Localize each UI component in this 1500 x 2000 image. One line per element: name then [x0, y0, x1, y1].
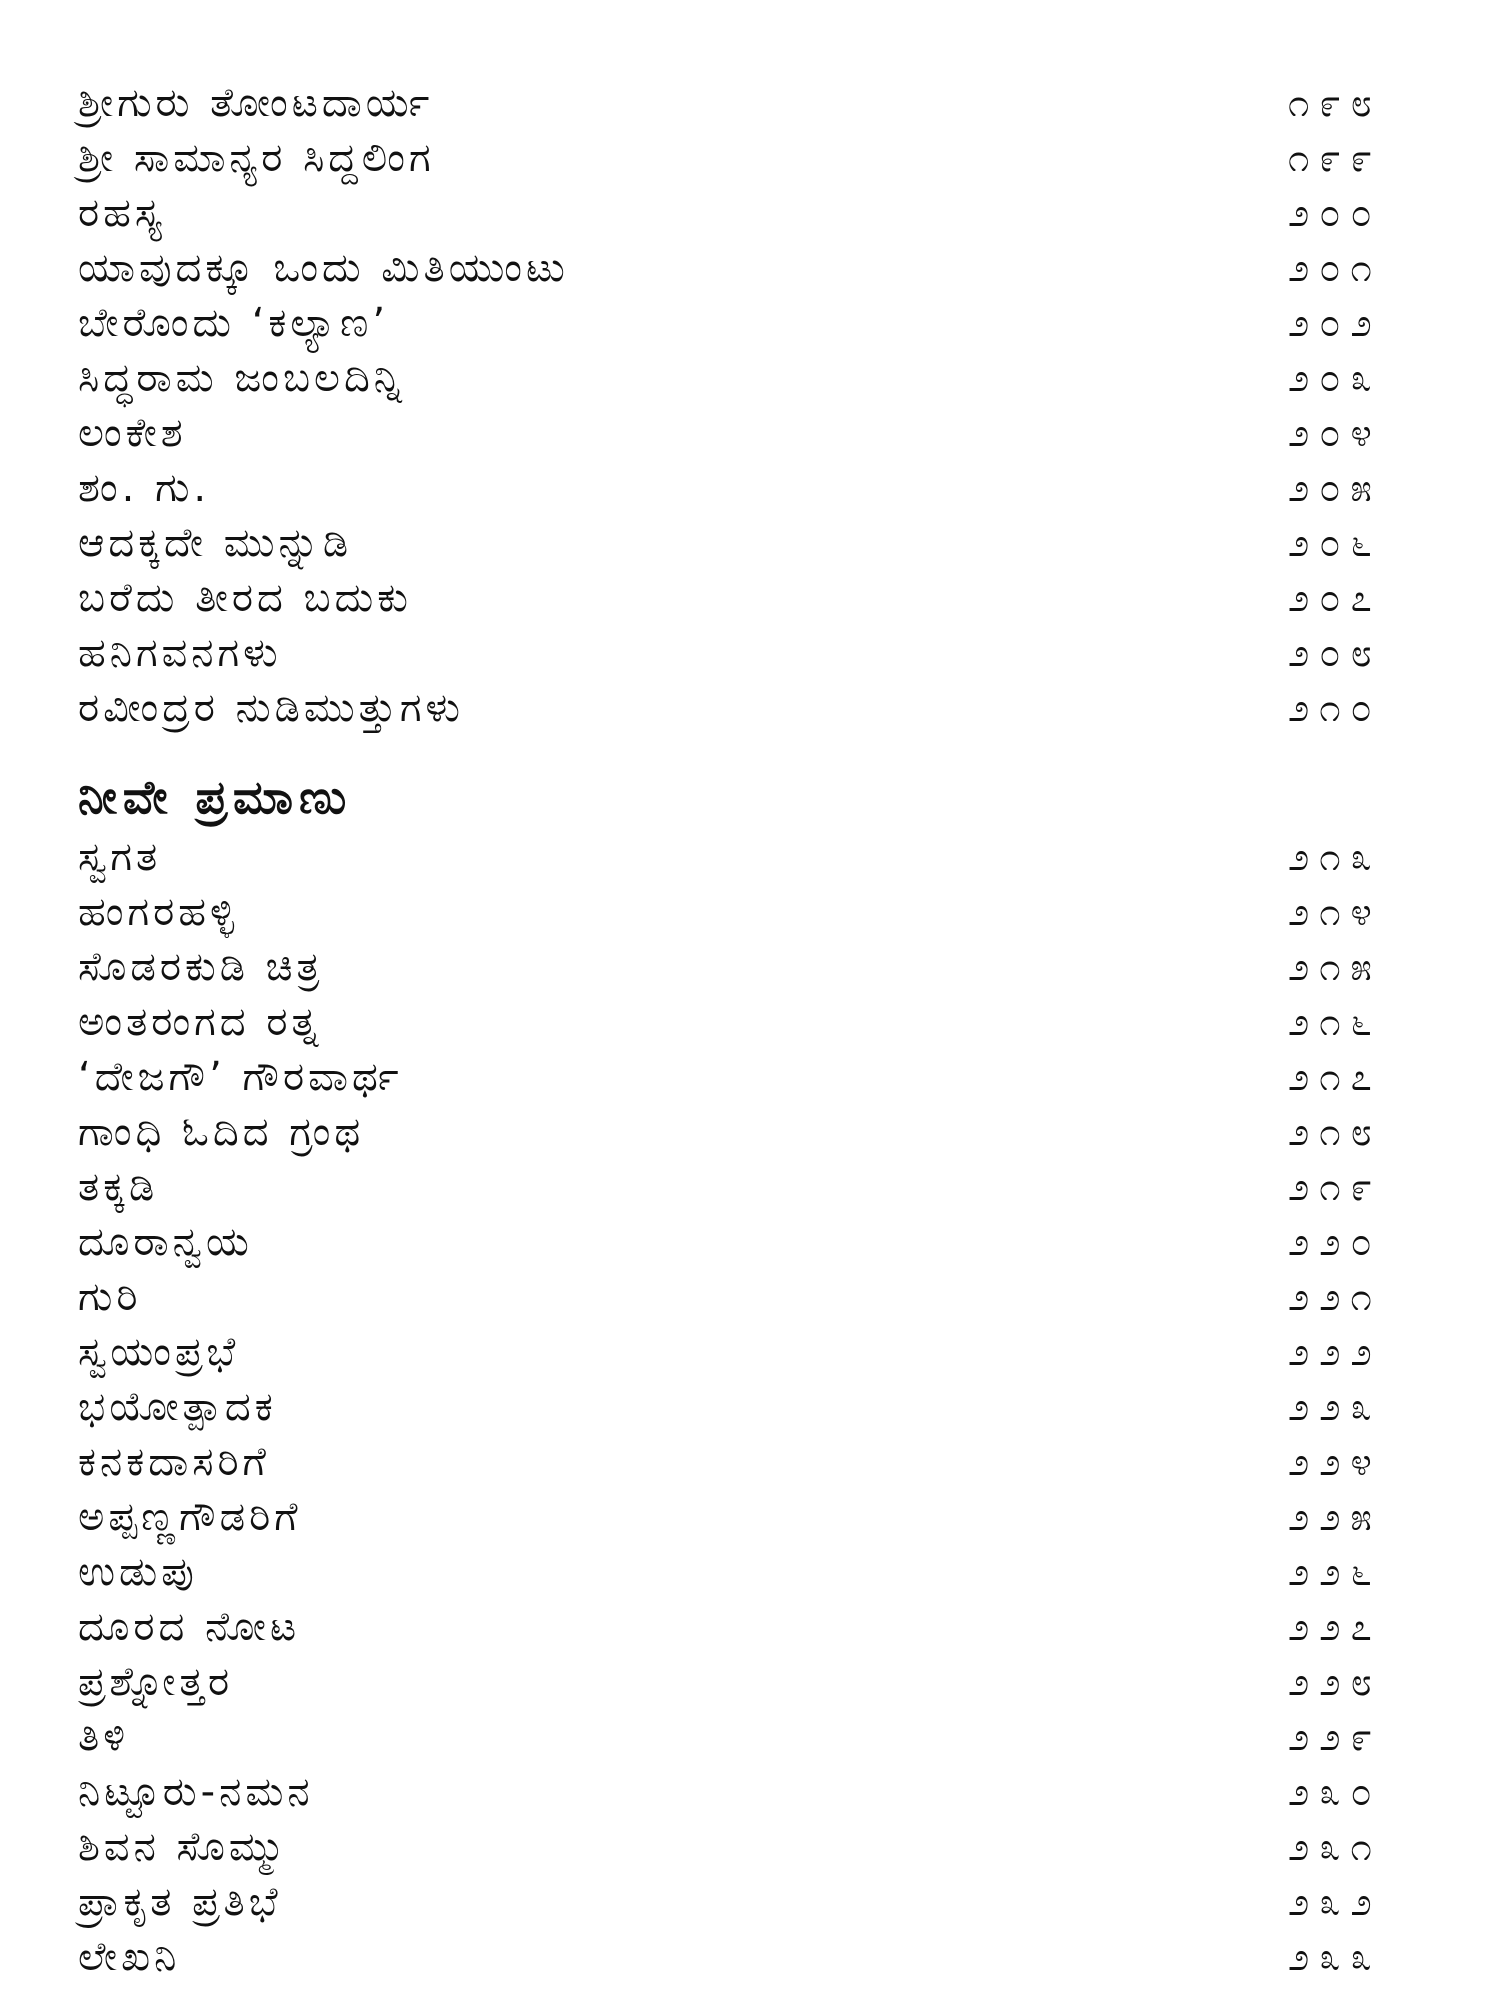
- toc-entry-page: ೨೧೮: [1288, 1110, 1382, 1154]
- toc-entry-title: ದೂರಾನ್ವಯ: [78, 1219, 253, 1265]
- toc-section-1: [78, 76, 1458, 736]
- toc-entry-page: ೨೨೧: [1288, 1275, 1382, 1319]
- toc-entry-title: ರವೀಂದ್ರರ ನುಡಿಮುತ್ತುಗಳು: [78, 685, 464, 731]
- toc-entry-page: ೨೨೭: [1288, 1605, 1382, 1649]
- toc-entry-page: ೨೦೭: [1288, 576, 1382, 620]
- toc-entry-title: ಸ್ವಯಂಪ್ರಭೆ: [78, 1329, 240, 1375]
- toc-row: [78, 1545, 1458, 1600]
- toc-entry-page: ೨೨೦: [1288, 1220, 1382, 1264]
- toc-entry-page: ೨೧೭: [1288, 1055, 1382, 1099]
- toc-entry-page: ೨೦೮: [1288, 631, 1382, 675]
- toc-row: [78, 1655, 1458, 1710]
- toc-row: [78, 516, 1458, 571]
- toc-entry-title: ಸ್ವಗತ: [78, 834, 162, 880]
- toc-row: [78, 406, 1458, 461]
- toc-entry-page: ೨೨೫: [1288, 1495, 1382, 1539]
- toc-row: [78, 1270, 1458, 1325]
- toc-row: [78, 885, 1458, 940]
- toc-row: [78, 1325, 1458, 1380]
- toc-entry-title: ನಿಟ್ಟೂರು-ನಮನ: [78, 1769, 314, 1815]
- toc-entry-title: ಶ್ರೀಗುರು ತೋಂಟದಾರ್ಯ: [78, 80, 434, 126]
- toc-entry-page: ೨೦೪: [1288, 411, 1382, 455]
- toc-row: [78, 296, 1458, 351]
- toc-row: [78, 1435, 1458, 1490]
- toc-entry-title: ‘ದೇಜಗೌ’ ಗೌರವಾರ್ಥ: [78, 1054, 403, 1100]
- toc-entry-title: ಶ್ರೀ ಸಾಮಾನ್ಯರ ಸಿದ್ದಲಿಂಗ: [78, 135, 435, 181]
- toc-row: [78, 1490, 1458, 1545]
- toc-entry-title: ಅಪ್ಪಣ್ಣಗೌಡರಿಗೆ: [78, 1494, 302, 1540]
- toc-entry-page: ೨೦೬: [1288, 521, 1382, 565]
- toc-entry-title: ಲೇಖನಿ: [78, 1934, 181, 1980]
- toc-entry-page: ೨೧೬: [1288, 1000, 1382, 1044]
- toc-row: [78, 1105, 1458, 1160]
- toc-row: [78, 1820, 1458, 1875]
- toc-row: [78, 1930, 1458, 1985]
- toc-entry-title: ಯಾವುದಕ್ಕೂ ಒಂದು ಮಿತಿಯುಂಟು: [78, 245, 569, 291]
- toc-row: [78, 241, 1458, 296]
- toc-entry-page: ೨೨೪: [1288, 1440, 1382, 1484]
- toc-row: [78, 1160, 1458, 1215]
- section-heading: ನೀವೇ ಪ್ರಮಾಣು: [78, 770, 353, 824]
- toc-entry-title: ರಹಸ್ಯ: [78, 190, 166, 236]
- toc-entry-title: ಕನಕದಾಸರಿಗೆ: [78, 1439, 270, 1485]
- toc-entry-page: ೨೨೬: [1288, 1550, 1382, 1594]
- toc-entry-page: ೨೦೫: [1288, 466, 1382, 510]
- toc-entry-page: ೨೦೩: [1288, 356, 1382, 400]
- toc-row: [78, 626, 1458, 681]
- toc-entry-title: ದೂರದ ನೋಟ: [78, 1604, 301, 1650]
- toc-entry-page: ೨೦೨: [1288, 301, 1382, 345]
- toc-row: [78, 1765, 1458, 1820]
- toc-entry-page: ೨೧೯: [1288, 1165, 1382, 1209]
- toc-entry-page: ೨೩೨: [1288, 1880, 1382, 1924]
- toc-entry-title: ಸೊಡರಕುಡಿ ಚಿತ್ರ: [78, 944, 324, 990]
- toc-entry-title: ತಕ್ಕಡಿ: [78, 1164, 159, 1210]
- toc-row: [78, 681, 1458, 736]
- toc-row: [78, 1380, 1458, 1435]
- toc-entry-title: ಗುರಿ: [78, 1274, 142, 1320]
- toc-entry-page: ೨೧೦: [1288, 686, 1382, 730]
- toc-row: [78, 1050, 1458, 1105]
- toc-entry-title: ಅಂತರಂಗದ ರತ್ನ: [78, 999, 323, 1045]
- toc-section-2: [78, 830, 1458, 1985]
- toc-row: [78, 131, 1458, 186]
- toc-row: [78, 1710, 1458, 1765]
- toc-row: [78, 76, 1458, 131]
- toc-entry-page: ೨೩೦: [1288, 1770, 1382, 1814]
- toc-entry-page: ೨೨೨: [1288, 1330, 1382, 1374]
- toc-entry-page: ೨೧೪: [1288, 890, 1382, 934]
- toc-entry-title: ಬೇರೊಂದು ‘ಕಲ್ಯಾಣ’: [78, 300, 390, 346]
- toc-entry-title: ಹನಿಗವನಗಳು: [78, 630, 282, 676]
- toc-entry-page: ೨೧೫: [1288, 945, 1382, 989]
- toc-entry-title: ಆದಕ್ಕದೇ ಮುನ್ನುಡಿ: [78, 520, 353, 566]
- toc-row: [78, 571, 1458, 626]
- toc-entry-page: ೨೩೩: [1288, 1935, 1382, 1979]
- toc-entry-title: ಲಂಕೇಶ: [78, 410, 187, 456]
- toc-entry-title: ಶಂ. ಗು.: [78, 465, 211, 511]
- toc-row: [78, 830, 1458, 885]
- toc-entry-title: ತಿಳಿ: [78, 1714, 129, 1760]
- toc-entry-page: ೨೦೦: [1288, 191, 1382, 235]
- toc-row: [78, 351, 1458, 406]
- toc-row: [78, 1875, 1458, 1930]
- toc-entry-page: ೧೯೮: [1288, 81, 1382, 125]
- toc-row: [78, 1600, 1458, 1655]
- toc-entry-title: ಉಡುಪು: [78, 1549, 198, 1595]
- toc-row: [78, 995, 1458, 1050]
- toc-entry-page: ೨೨೯: [1288, 1715, 1382, 1759]
- toc-entry-title: ಹಂಗರಹಳ್ಳಿ: [78, 889, 239, 935]
- toc-entry-title: ಶಿವನ ಸೊಮ್ಮು: [78, 1824, 290, 1870]
- toc-entry-page: ೨೦೧: [1288, 246, 1382, 290]
- toc-row: [78, 461, 1458, 516]
- toc-entry-title: ಭಯೋತ್ಪಾದಕ: [78, 1384, 277, 1430]
- toc-entry-title: ಸಿದ್ಧರಾಮ ಜಂಬಲದಿನ್ನಿ: [78, 355, 406, 401]
- toc-entry-title: ಪ್ರಾಕೃತ ಪ್ರತಿಭೆ: [78, 1879, 282, 1925]
- toc-row: [78, 940, 1458, 995]
- toc-entry-page: ೨೨೮: [1288, 1660, 1382, 1704]
- toc-row: [78, 1215, 1458, 1270]
- toc-row: [78, 186, 1458, 241]
- toc-entry-title: ಬರೆದು ತೀರದ ಬದುಕು: [78, 575, 412, 621]
- toc-entry-page: ೧೯೯: [1288, 136, 1382, 180]
- toc-entry-title: ಪ್ರಶ್ನೋತ್ತರ: [78, 1659, 234, 1705]
- toc-entry-page: ೨೩೧: [1288, 1825, 1382, 1869]
- toc-entry-page: ೨೨೩: [1288, 1385, 1382, 1429]
- table-of-contents: [78, 76, 1458, 1985]
- toc-entry-title: ಗಾಂಧಿ ಓದಿದ ಗ್ರಂಥ: [78, 1109, 365, 1155]
- toc-entry-page: ೨೧೩: [1288, 835, 1382, 879]
